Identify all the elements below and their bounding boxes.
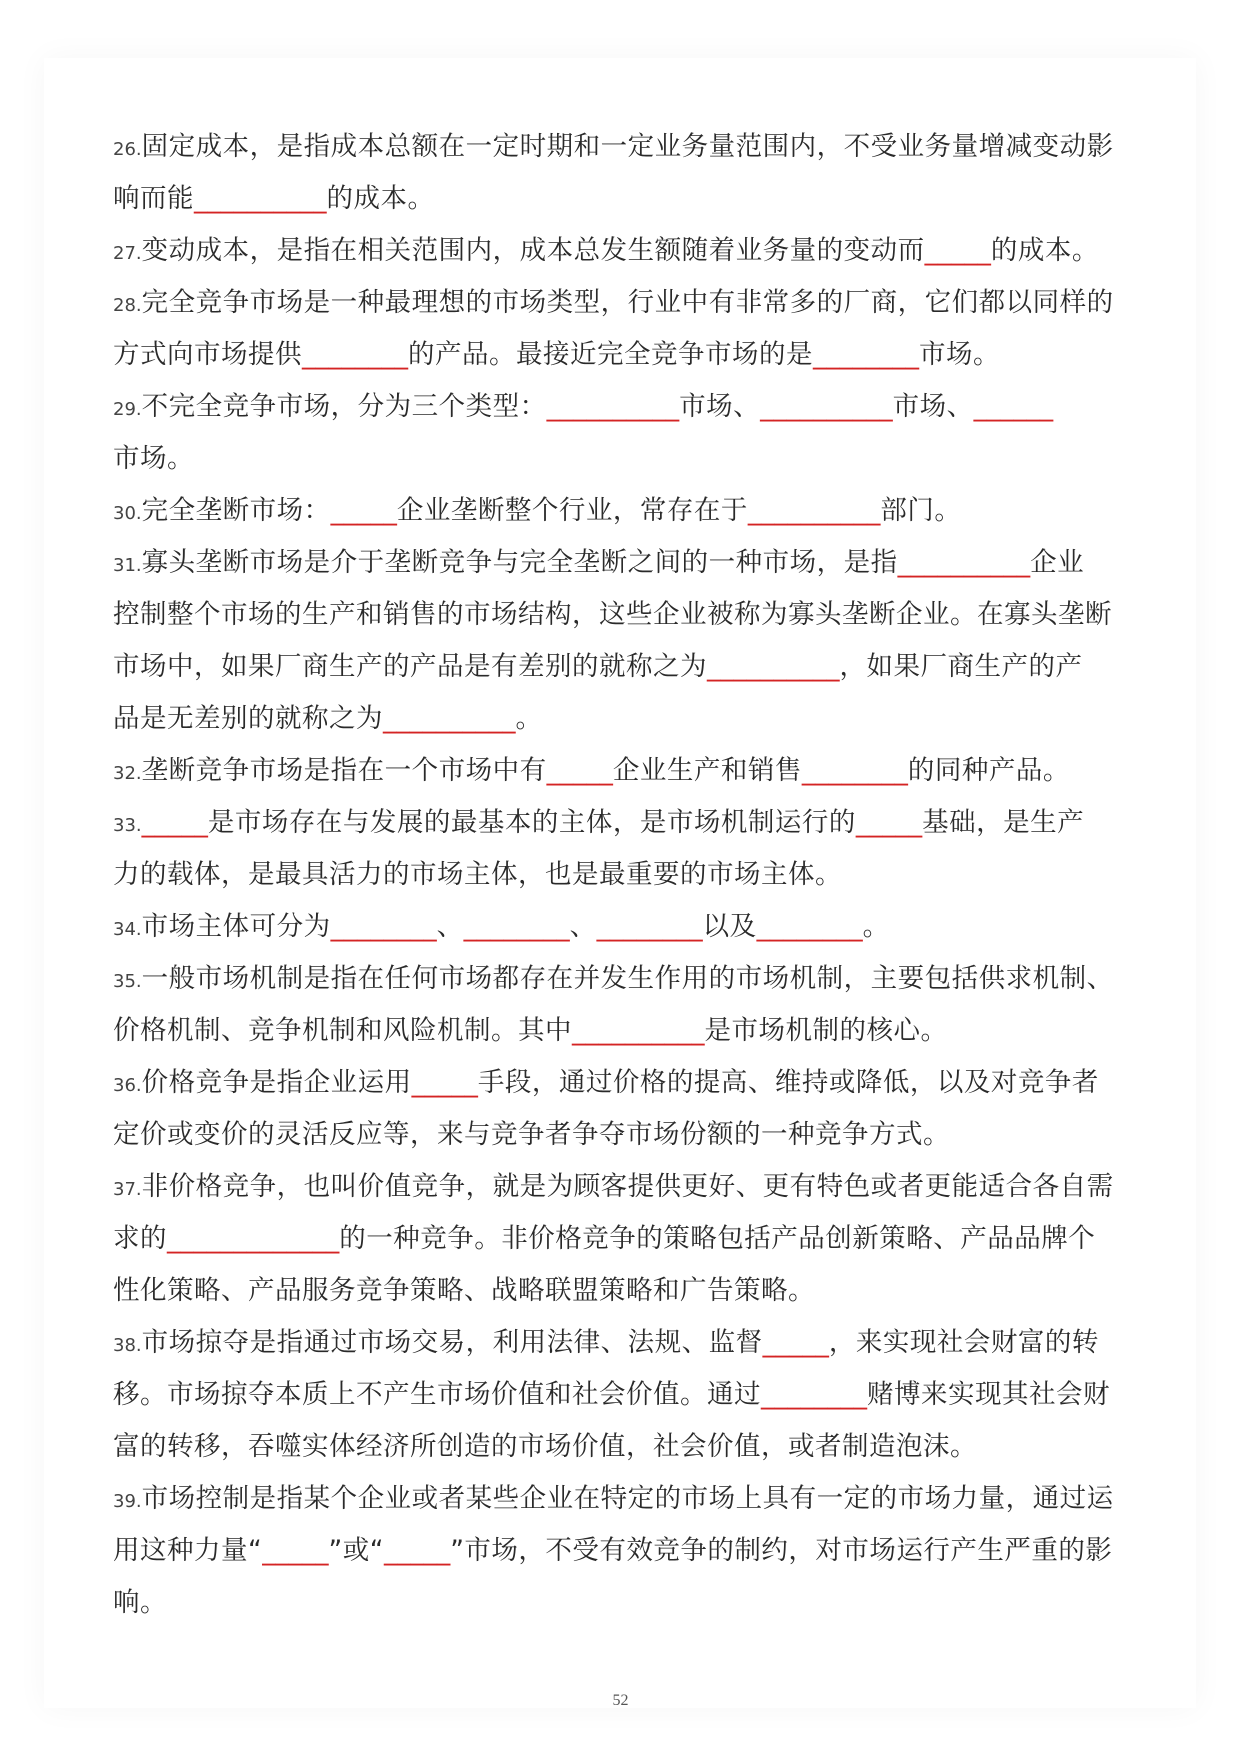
page-number: 52 (612, 1692, 629, 1709)
text-line (113, 1265, 1153, 1317)
text-line (113, 277, 1153, 329)
question-number: 30. (113, 503, 142, 524)
question-text: ，如果厂商生产的产 (839, 651, 1083, 682)
question-text: 完全竞争市场是一种最理想的市场类型，行业中有非常多的厂商，它们都以同样的 (141, 287, 1114, 318)
answer-blank[interactable]: ________ (756, 911, 863, 942)
text-line (113, 1005, 1153, 1057)
text-line (113, 953, 1153, 1005)
question-text: 市场。 (113, 443, 194, 474)
text-line (113, 1525, 1153, 1577)
question-text: 寡头垄断市场是介于垄断竞争与完全垄断之间的一种市场，是指 (141, 547, 898, 578)
text-line (113, 589, 1153, 641)
text-line (113, 641, 1153, 693)
question-number: 27. (113, 243, 142, 264)
text-line (113, 1473, 1153, 1525)
text-line (113, 173, 1153, 225)
question-number: 37. (113, 1179, 142, 1200)
question-text: 、 (569, 911, 597, 942)
question-number: 29. (113, 399, 142, 420)
text-line (113, 745, 1153, 797)
question-text: 不完全竞争市场，分为三个类型： (141, 391, 547, 422)
answer-blank[interactable]: ________ (813, 339, 919, 370)
question-text: ”或“ (328, 1535, 384, 1566)
text-line (113, 1109, 1153, 1161)
question-text: 企业垄断整个行业，常存在于 (396, 495, 748, 526)
text-line (113, 121, 1153, 173)
question-text: 固定成本，是指成本总额在一定时期和一定业务量范围内，不受业务量增减变动影 (141, 131, 1114, 162)
answer-blank[interactable]: _____ (330, 495, 397, 526)
question-text: ，来实现社会财富的转 (828, 1327, 1099, 1358)
text-line (113, 433, 1153, 485)
answer-blank[interactable]: _____ (411, 1067, 478, 1098)
answer-blank[interactable]: ________ (463, 911, 570, 942)
question-text: 控制整个市场的生产和销售的市场结构，这些企业被称为寡头垄断企业。在寡头垄断 (113, 599, 1112, 630)
question-text: 企业生产和销售 (612, 755, 802, 786)
question-text: 的产品。最接近完全竞争市场的是 (408, 339, 813, 370)
answer-blank[interactable]: ________ (330, 911, 437, 942)
question-number: 39. (113, 1491, 142, 1512)
question-text: 的成本。 (990, 235, 1099, 266)
question-text: 手段，通过价格的提高、维持或降低，以及对竞争者 (477, 1067, 1099, 1098)
question-text: 是市场机制的核心。 (704, 1015, 948, 1046)
text-line (113, 1421, 1153, 1473)
question-text: 价格机制、竞争机制和风险机制。其中 (113, 1015, 572, 1046)
question-text: 基础，是生产 (922, 807, 1085, 838)
question-text: 。 (862, 911, 890, 942)
question-text: 求的 (113, 1223, 167, 1254)
question-text: 市场掠夺是指通过市场交易，利用法律、法规、监督 (141, 1327, 763, 1358)
question-text: 方式向市场提供 (113, 339, 302, 370)
question-text: 市场控制是指某个企业或者某些企业在特定的市场上具有一定的市场力量，通过运 (141, 1483, 1114, 1514)
answer-blank[interactable]: _____ (383, 1535, 451, 1566)
question-number: 36. (113, 1075, 142, 1096)
question-text: 一般市场机制是指在任何市场都存在并发生作用的市场机制，主要包括供求机制、 (141, 963, 1114, 994)
question-text: 垄断竞争市场是指在一个市场中有 (141, 755, 547, 786)
question-text: 。 (515, 703, 543, 734)
text-line (113, 693, 1153, 745)
question-number: 34. (113, 919, 142, 940)
text-line (113, 225, 1153, 277)
text-line (113, 1161, 1153, 1213)
question-number: 28. (113, 295, 142, 316)
answer-blank[interactable]: __________ (897, 547, 1031, 578)
text-line (113, 797, 1153, 849)
text-line (113, 1317, 1153, 1369)
text-line (113, 1057, 1153, 1109)
answer-blank[interactable]: ________ (761, 1379, 867, 1410)
answer-blank[interactable]: __________ (194, 183, 327, 214)
text-line (113, 329, 1153, 381)
question-text: 的同种产品。 (907, 755, 1070, 786)
answer-blank[interactable]: __________ (572, 1015, 705, 1046)
answer-blank[interactable]: ________ (801, 755, 908, 786)
question-text: 价格竞争是指企业运用 (141, 1067, 412, 1098)
question-text: 用这种力量“ (113, 1535, 263, 1566)
question-text: 性化策略、产品服务竞争策略、战略联盟策略和广告策略。 (113, 1275, 815, 1306)
answer-blank[interactable]: _____ (762, 1327, 829, 1358)
text-line (113, 849, 1153, 901)
question-text: 力的载体，是最具活力的市场主体，也是最重要的市场主体。 (113, 859, 842, 890)
question-text: 富的转移，吞噬实体经济所创造的市场价值，社会价值，或者制造泡沫。 (113, 1431, 977, 1462)
question-text: 的成本。 (326, 183, 435, 214)
answer-blank[interactable]: ______ (973, 391, 1054, 422)
text-line (113, 381, 1153, 433)
question-text: 是市场存在与发展的最基本的主体，是市场机制运行的 (207, 807, 856, 838)
text-line (113, 1577, 1153, 1629)
answer-blank[interactable]: __________ (760, 391, 893, 422)
question-text: 、 (436, 911, 464, 942)
answer-blank[interactable]: __________ (546, 391, 680, 422)
question-text: 赌博来实现其社会财 (867, 1379, 1110, 1410)
question-text: 的一种竞争。非价格竞争的策略包括产品创新策略、产品品牌个 (339, 1223, 1096, 1254)
question-text: 响而能 (113, 183, 194, 214)
question-text: 响。 (113, 1587, 167, 1618)
question-text: ”市场，不受有效竞争的制约，对市场运行产生严重的影 (450, 1535, 1113, 1566)
question-text: 市场、 (892, 391, 974, 422)
question-number: 38. (113, 1335, 142, 1356)
answer-blank[interactable]: __________ (707, 651, 840, 682)
question-text: 企业 (1030, 547, 1085, 578)
answer-blank[interactable]: ________ (596, 911, 703, 942)
question-text: 定价或变价的灵活反应等，来与竞争者争夺市场份额的一种竞争方式。 (113, 1119, 950, 1150)
text-line (113, 537, 1153, 589)
answer-blank[interactable]: _____ (855, 807, 923, 838)
answer-blank[interactable]: _____ (924, 235, 991, 266)
text-line (113, 1213, 1153, 1265)
text-line (113, 901, 1153, 953)
answer-blank[interactable]: _____________ (167, 1223, 340, 1254)
question-text: 品是无差别的就称之为 (113, 703, 383, 734)
answer-blank[interactable]: _____ (141, 807, 208, 838)
question-text: 移。市场掠夺本质上不产生市场价值和社会价值。通过 (113, 1379, 761, 1410)
answer-blank[interactable]: _____ (262, 1535, 329, 1566)
fill-in-the-blank-questions (113, 121, 1153, 1629)
question-text: 以及 (702, 911, 757, 942)
question-text: 完全垄断市场： (141, 495, 331, 526)
question-text: 部门。 (880, 495, 962, 526)
question-text: 市场、 (679, 391, 761, 422)
answer-blank[interactable]: _____ (546, 755, 613, 786)
text-line (113, 1369, 1153, 1421)
question-text: 变动成本，是指在相关范围内，成本总发生额随着业务量的变动而 (141, 235, 925, 266)
question-text: 市场主体可分为 (141, 911, 331, 942)
question-number: 32. (113, 763, 142, 784)
answer-blank[interactable]: __________ (383, 703, 516, 734)
question-number: 35. (113, 971, 142, 992)
question-text: 非价格竞争，也叫价值竞争，就是为顾客提供更好、更有特色或者更能适合各自需 (141, 1171, 1114, 1202)
question-text: 市场中，如果厂商生产的产品是有差别的就称之为 (113, 651, 707, 682)
question-number: 33. (113, 815, 142, 836)
question-number: 26. (113, 139, 142, 160)
question-text: 市场。 (919, 339, 1000, 370)
answer-blank[interactable]: ________ (302, 339, 408, 370)
question-number: 31. (113, 555, 142, 576)
answer-blank[interactable]: __________ (747, 495, 881, 526)
text-line (113, 485, 1153, 537)
